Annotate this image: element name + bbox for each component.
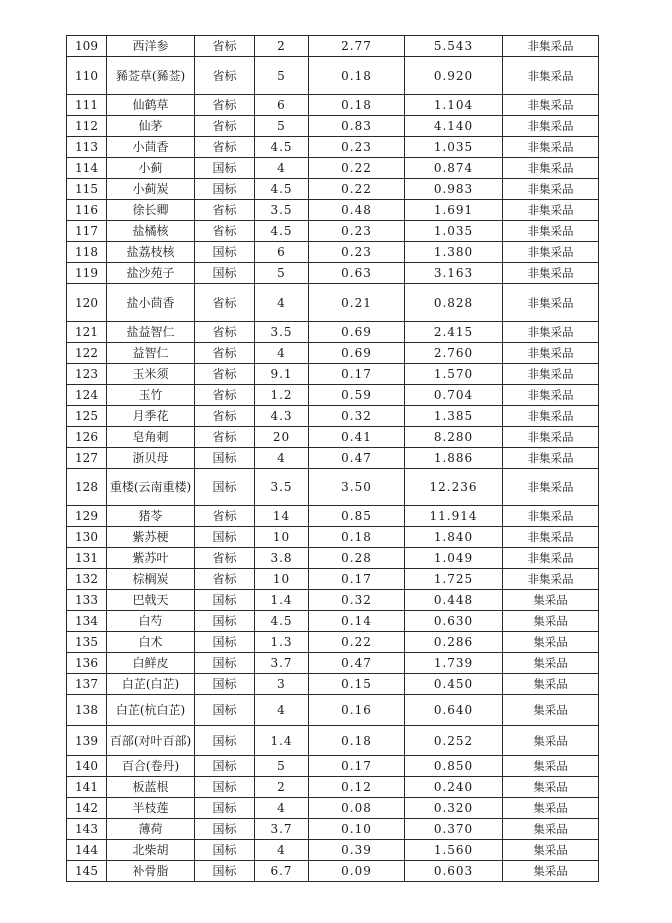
table-row — [67, 506, 599, 527]
row-number-cell: 118 — [67, 242, 107, 263]
quantity-cell: 3.5 — [255, 469, 309, 506]
amount-cell: 0.286 — [405, 632, 503, 653]
table-row — [67, 569, 599, 590]
standard-cell: 省标 — [195, 284, 255, 322]
quantity-cell: 5 — [255, 116, 309, 137]
amount-cell: 0.252 — [405, 726, 503, 756]
unit-price-cell: 0.17 — [309, 569, 405, 590]
procurement-type-cell: 集采品 — [503, 756, 599, 777]
herb-name-cell: 紫苏梗 — [107, 527, 195, 548]
quantity-cell: 3.5 — [255, 322, 309, 343]
standard-cell: 国标 — [195, 695, 255, 726]
quantity-cell: 10 — [255, 569, 309, 590]
herb-name-cell: 巴戟天 — [107, 590, 195, 611]
table-row — [67, 861, 599, 882]
unit-price-cell: 0.10 — [309, 819, 405, 840]
herb-name-cell: 小蓟炭 — [107, 179, 195, 200]
procurement-type-cell: 非集采品 — [503, 364, 599, 385]
amount-cell: 12.236 — [405, 469, 503, 506]
unit-price-cell: 0.23 — [309, 221, 405, 242]
row-number-cell: 131 — [67, 548, 107, 569]
standard-cell: 省标 — [195, 116, 255, 137]
table-row — [67, 632, 599, 653]
herb-name-cell: 小茴香 — [107, 137, 195, 158]
procurement-type-cell: 集采品 — [503, 632, 599, 653]
unit-price-cell: 0.23 — [309, 242, 405, 263]
herb-name-cell: 盐益智仁 — [107, 322, 195, 343]
herb-name-cell: 玉竹 — [107, 385, 195, 406]
row-number-cell: 134 — [67, 611, 107, 632]
standard-cell: 国标 — [195, 611, 255, 632]
standard-cell: 省标 — [195, 427, 255, 448]
table-row — [67, 674, 599, 695]
quantity-cell: 3.7 — [255, 653, 309, 674]
unit-price-cell: 0.22 — [309, 158, 405, 179]
table-body — [67, 36, 599, 882]
herb-name-cell: 白术 — [107, 632, 195, 653]
procurement-type-cell: 非集采品 — [503, 569, 599, 590]
table-row — [67, 242, 599, 263]
standard-cell: 国标 — [195, 448, 255, 469]
unit-price-cell: 0.22 — [309, 179, 405, 200]
quantity-cell: 1.3 — [255, 632, 309, 653]
row-number-cell: 133 — [67, 590, 107, 611]
row-number-cell: 141 — [67, 777, 107, 798]
herb-name-cell: 白芷(白芷) — [107, 674, 195, 695]
standard-cell: 国标 — [195, 756, 255, 777]
quantity-cell: 6 — [255, 242, 309, 263]
quantity-cell: 2 — [255, 36, 309, 57]
procurement-type-cell: 非集采品 — [503, 36, 599, 57]
row-number-cell: 127 — [67, 448, 107, 469]
herb-name-cell: 重楼(云南重楼) — [107, 469, 195, 506]
standard-cell: 省标 — [195, 95, 255, 116]
standard-cell: 国标 — [195, 242, 255, 263]
unit-price-cell: 0.32 — [309, 406, 405, 427]
standard-cell: 国标 — [195, 798, 255, 819]
unit-price-cell: 0.21 — [309, 284, 405, 322]
row-number-cell: 128 — [67, 469, 107, 506]
amount-cell: 0.920 — [405, 57, 503, 95]
quantity-cell: 4.3 — [255, 406, 309, 427]
table-row — [67, 695, 599, 726]
unit-price-cell: 0.47 — [309, 448, 405, 469]
amount-cell: 5.543 — [405, 36, 503, 57]
row-number-cell: 112 — [67, 116, 107, 137]
row-number-cell: 125 — [67, 406, 107, 427]
procurement-type-cell: 集采品 — [503, 777, 599, 798]
unit-price-cell: 0.48 — [309, 200, 405, 221]
herb-name-cell: 白鲜皮 — [107, 653, 195, 674]
row-number-cell: 132 — [67, 569, 107, 590]
procurement-type-cell: 集采品 — [503, 653, 599, 674]
row-number-cell: 142 — [67, 798, 107, 819]
unit-price-cell: 0.59 — [309, 385, 405, 406]
table-row — [67, 527, 599, 548]
standard-cell: 国标 — [195, 263, 255, 284]
herb-name-cell: 西洋参 — [107, 36, 195, 57]
standard-cell: 国标 — [195, 674, 255, 695]
table-row — [67, 777, 599, 798]
row-number-cell: 129 — [67, 506, 107, 527]
quantity-cell: 4 — [255, 798, 309, 819]
herb-name-cell: 半枝莲 — [107, 798, 195, 819]
amount-cell: 2.415 — [405, 322, 503, 343]
quantity-cell: 1.4 — [255, 726, 309, 756]
procurement-type-cell: 非集采品 — [503, 385, 599, 406]
table-row — [67, 322, 599, 343]
procurement-type-cell: 集采品 — [503, 840, 599, 861]
quantity-cell: 5 — [255, 263, 309, 284]
quantity-cell: 4 — [255, 840, 309, 861]
standard-cell: 省标 — [195, 364, 255, 385]
table-row — [67, 819, 599, 840]
table-row — [67, 179, 599, 200]
standard-cell: 国标 — [195, 819, 255, 840]
table-row — [67, 611, 599, 632]
row-number-cell: 114 — [67, 158, 107, 179]
herb-name-cell: 薄荷 — [107, 819, 195, 840]
amount-cell: 1.739 — [405, 653, 503, 674]
unit-price-cell: 0.12 — [309, 777, 405, 798]
table-row — [67, 221, 599, 242]
table-row — [67, 726, 599, 756]
table-row — [67, 200, 599, 221]
herb-price-table — [66, 35, 599, 882]
quantity-cell: 4 — [255, 695, 309, 726]
row-number-cell: 117 — [67, 221, 107, 242]
unit-price-cell: 0.83 — [309, 116, 405, 137]
procurement-type-cell: 非集采品 — [503, 469, 599, 506]
quantity-cell: 1.2 — [255, 385, 309, 406]
herb-name-cell: 板蓝根 — [107, 777, 195, 798]
table-row — [67, 469, 599, 506]
quantity-cell: 5 — [255, 756, 309, 777]
quantity-cell: 1.4 — [255, 590, 309, 611]
quantity-cell: 6 — [255, 95, 309, 116]
procurement-type-cell: 集采品 — [503, 590, 599, 611]
unit-price-cell: 0.16 — [309, 695, 405, 726]
amount-cell: 0.983 — [405, 179, 503, 200]
quantity-cell: 14 — [255, 506, 309, 527]
standard-cell: 国标 — [195, 726, 255, 756]
row-number-cell: 140 — [67, 756, 107, 777]
amount-cell: 1.886 — [405, 448, 503, 469]
procurement-type-cell: 集采品 — [503, 674, 599, 695]
table-row — [67, 36, 599, 57]
amount-cell: 1.035 — [405, 221, 503, 242]
standard-cell: 省标 — [195, 221, 255, 242]
row-number-cell: 136 — [67, 653, 107, 674]
table-row — [67, 427, 599, 448]
amount-cell: 2.760 — [405, 343, 503, 364]
standard-cell: 国标 — [195, 179, 255, 200]
row-number-cell: 138 — [67, 695, 107, 726]
amount-cell: 1.035 — [405, 137, 503, 158]
amount-cell: 0.704 — [405, 385, 503, 406]
procurement-type-cell: 非集采品 — [503, 179, 599, 200]
row-number-cell: 143 — [67, 819, 107, 840]
herb-name-cell: 紫苏叶 — [107, 548, 195, 569]
standard-cell: 国标 — [195, 527, 255, 548]
amount-cell: 0.640 — [405, 695, 503, 726]
unit-price-cell: 0.85 — [309, 506, 405, 527]
procurement-type-cell: 集采品 — [503, 695, 599, 726]
herb-name-cell: 棕榈炭 — [107, 569, 195, 590]
row-number-cell: 121 — [67, 322, 107, 343]
herb-name-cell: 北柴胡 — [107, 840, 195, 861]
unit-price-cell: 2.77 — [309, 36, 405, 57]
standard-cell: 国标 — [195, 840, 255, 861]
herb-name-cell: 猪苓 — [107, 506, 195, 527]
procurement-type-cell: 非集采品 — [503, 527, 599, 548]
procurement-type-cell: 非集采品 — [503, 506, 599, 527]
row-number-cell: 124 — [67, 385, 107, 406]
amount-cell: 1.380 — [405, 242, 503, 263]
quantity-cell: 20 — [255, 427, 309, 448]
amount-cell: 4.140 — [405, 116, 503, 137]
unit-price-cell: 0.18 — [309, 527, 405, 548]
row-number-cell: 135 — [67, 632, 107, 653]
procurement-type-cell: 非集采品 — [503, 427, 599, 448]
quantity-cell: 4 — [255, 284, 309, 322]
procurement-type-cell: 非集采品 — [503, 284, 599, 322]
quantity-cell: 3.8 — [255, 548, 309, 569]
standard-cell: 国标 — [195, 653, 255, 674]
standard-cell: 国标 — [195, 861, 255, 882]
procurement-type-cell: 集采品 — [503, 611, 599, 632]
standard-cell: 国标 — [195, 590, 255, 611]
unit-price-cell: 0.08 — [309, 798, 405, 819]
standard-cell: 省标 — [195, 137, 255, 158]
table-row — [67, 448, 599, 469]
amount-cell: 1.560 — [405, 840, 503, 861]
quantity-cell: 4.5 — [255, 611, 309, 632]
procurement-type-cell: 非集采品 — [503, 158, 599, 179]
unit-price-cell: 0.41 — [309, 427, 405, 448]
herb-name-cell: 白芍 — [107, 611, 195, 632]
herb-name-cell: 百合(卷丹) — [107, 756, 195, 777]
table-row — [67, 95, 599, 116]
unit-price-cell: 0.39 — [309, 840, 405, 861]
unit-price-cell: 0.69 — [309, 322, 405, 343]
herb-name-cell: 小蓟 — [107, 158, 195, 179]
procurement-type-cell: 非集采品 — [503, 343, 599, 364]
herb-name-cell: 玉米须 — [107, 364, 195, 385]
herb-name-cell: 徐长卿 — [107, 200, 195, 221]
herb-name-cell: 补骨脂 — [107, 861, 195, 882]
unit-price-cell: 0.09 — [309, 861, 405, 882]
standard-cell: 国标 — [195, 158, 255, 179]
table-row — [67, 284, 599, 322]
quantity-cell: 6.7 — [255, 861, 309, 882]
amount-cell: 0.240 — [405, 777, 503, 798]
standard-cell: 国标 — [195, 632, 255, 653]
standard-cell: 省标 — [195, 406, 255, 427]
row-number-cell: 126 — [67, 427, 107, 448]
unit-price-cell: 0.47 — [309, 653, 405, 674]
amount-cell: 0.450 — [405, 674, 503, 695]
amount-cell: 11.914 — [405, 506, 503, 527]
herb-name-cell: 仙鹤草 — [107, 95, 195, 116]
standard-cell: 省标 — [195, 57, 255, 95]
unit-price-cell: 0.18 — [309, 95, 405, 116]
unit-price-cell: 0.22 — [309, 632, 405, 653]
procurement-type-cell: 非集采品 — [503, 57, 599, 95]
procurement-type-cell: 集采品 — [503, 819, 599, 840]
herb-name-cell: 白芷(杭白芷) — [107, 695, 195, 726]
quantity-cell: 5 — [255, 57, 309, 95]
unit-price-cell: 0.15 — [309, 674, 405, 695]
amount-cell: 0.603 — [405, 861, 503, 882]
herb-name-cell: 百部(对叶百部) — [107, 726, 195, 756]
table-row — [67, 756, 599, 777]
procurement-type-cell: 非集采品 — [503, 137, 599, 158]
unit-price-cell: 0.69 — [309, 343, 405, 364]
row-number-cell: 145 — [67, 861, 107, 882]
unit-price-cell: 0.32 — [309, 590, 405, 611]
row-number-cell: 115 — [67, 179, 107, 200]
quantity-cell: 3 — [255, 674, 309, 695]
standard-cell: 省标 — [195, 548, 255, 569]
procurement-type-cell: 集采品 — [503, 726, 599, 756]
amount-cell: 0.850 — [405, 756, 503, 777]
row-number-cell: 122 — [67, 343, 107, 364]
table-row — [67, 57, 599, 95]
table-row — [67, 653, 599, 674]
amount-cell: 1.385 — [405, 406, 503, 427]
standard-cell: 省标 — [195, 200, 255, 221]
unit-price-cell: 0.28 — [309, 548, 405, 569]
unit-price-cell: 0.23 — [309, 137, 405, 158]
unit-price-cell: 0.14 — [309, 611, 405, 632]
standard-cell: 国标 — [195, 777, 255, 798]
amount-cell: 0.370 — [405, 819, 503, 840]
table-row — [67, 116, 599, 137]
row-number-cell: 110 — [67, 57, 107, 95]
quantity-cell: 4 — [255, 448, 309, 469]
row-number-cell: 123 — [67, 364, 107, 385]
amount-cell: 1.725 — [405, 569, 503, 590]
quantity-cell: 10 — [255, 527, 309, 548]
amount-cell: 8.280 — [405, 427, 503, 448]
row-number-cell: 113 — [67, 137, 107, 158]
quantity-cell: 4.5 — [255, 179, 309, 200]
amount-cell: 1.104 — [405, 95, 503, 116]
procurement-type-cell: 非集采品 — [503, 448, 599, 469]
table-row — [67, 406, 599, 427]
herb-name-cell: 盐小茴香 — [107, 284, 195, 322]
row-number-cell: 120 — [67, 284, 107, 322]
herb-name-cell: 豨莶草(豨莶) — [107, 57, 195, 95]
row-number-cell: 116 — [67, 200, 107, 221]
table-row — [67, 263, 599, 284]
table-row — [67, 798, 599, 819]
quantity-cell: 3.5 — [255, 200, 309, 221]
herb-name-cell: 盐荔枝核 — [107, 242, 195, 263]
herb-name-cell: 盐橘核 — [107, 221, 195, 242]
herb-name-cell: 月季花 — [107, 406, 195, 427]
procurement-type-cell: 非集采品 — [503, 263, 599, 284]
table-row — [67, 840, 599, 861]
table-row — [67, 385, 599, 406]
table-row — [67, 364, 599, 385]
procurement-type-cell: 非集采品 — [503, 221, 599, 242]
amount-cell: 0.448 — [405, 590, 503, 611]
table-row — [67, 590, 599, 611]
quantity-cell: 4.5 — [255, 221, 309, 242]
quantity-cell: 2 — [255, 777, 309, 798]
amount-cell: 1.691 — [405, 200, 503, 221]
standard-cell: 省标 — [195, 322, 255, 343]
standard-cell: 省标 — [195, 569, 255, 590]
standard-cell: 省标 — [195, 385, 255, 406]
row-number-cell: 144 — [67, 840, 107, 861]
row-number-cell: 139 — [67, 726, 107, 756]
procurement-type-cell: 非集采品 — [503, 406, 599, 427]
amount-cell: 0.630 — [405, 611, 503, 632]
row-number-cell: 130 — [67, 527, 107, 548]
unit-price-cell: 0.18 — [309, 57, 405, 95]
unit-price-cell: 3.50 — [309, 469, 405, 506]
herb-name-cell: 盐沙苑子 — [107, 263, 195, 284]
row-number-cell: 109 — [67, 36, 107, 57]
table-row — [67, 343, 599, 364]
amount-cell: 0.874 — [405, 158, 503, 179]
herb-name-cell: 益智仁 — [107, 343, 195, 364]
procurement-type-cell: 非集采品 — [503, 95, 599, 116]
quantity-cell: 9.1 — [255, 364, 309, 385]
quantity-cell: 4.5 — [255, 137, 309, 158]
unit-price-cell: 0.17 — [309, 756, 405, 777]
row-number-cell: 119 — [67, 263, 107, 284]
standard-cell: 省标 — [195, 36, 255, 57]
standard-cell: 省标 — [195, 343, 255, 364]
procurement-type-cell: 非集采品 — [503, 548, 599, 569]
herb-name-cell: 浙贝母 — [107, 448, 195, 469]
standard-cell: 省标 — [195, 506, 255, 527]
amount-cell: 3.163 — [405, 263, 503, 284]
quantity-cell: 4 — [255, 158, 309, 179]
row-number-cell: 111 — [67, 95, 107, 116]
unit-price-cell: 0.63 — [309, 263, 405, 284]
procurement-type-cell: 非集采品 — [503, 322, 599, 343]
quantity-cell: 4 — [255, 343, 309, 364]
amount-cell: 0.320 — [405, 798, 503, 819]
unit-price-cell: 0.17 — [309, 364, 405, 385]
amount-cell: 0.828 — [405, 284, 503, 322]
unit-price-cell: 0.18 — [309, 726, 405, 756]
quantity-cell: 3.7 — [255, 819, 309, 840]
table-row — [67, 548, 599, 569]
amount-cell: 1.840 — [405, 527, 503, 548]
amount-cell: 1.049 — [405, 548, 503, 569]
amount-cell: 1.570 — [405, 364, 503, 385]
procurement-type-cell: 非集采品 — [503, 242, 599, 263]
procurement-type-cell: 非集采品 — [503, 116, 599, 137]
table-row — [67, 137, 599, 158]
procurement-type-cell: 非集采品 — [503, 200, 599, 221]
row-number-cell: 137 — [67, 674, 107, 695]
procurement-type-cell: 集采品 — [503, 798, 599, 819]
table-row — [67, 158, 599, 179]
herb-name-cell: 皂角刺 — [107, 427, 195, 448]
herb-name-cell: 仙茅 — [107, 116, 195, 137]
procurement-type-cell: 集采品 — [503, 861, 599, 882]
standard-cell: 国标 — [195, 469, 255, 506]
